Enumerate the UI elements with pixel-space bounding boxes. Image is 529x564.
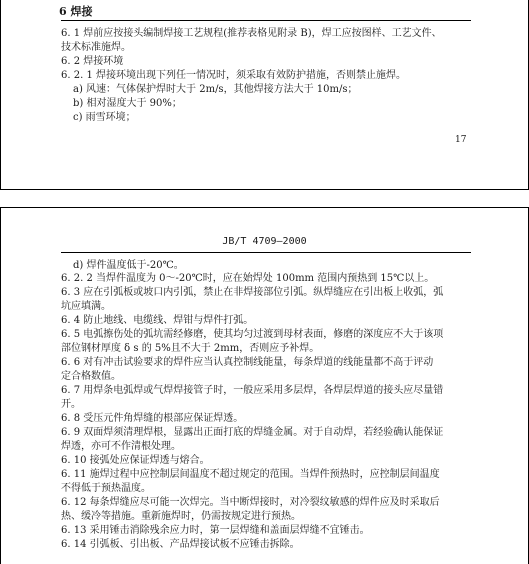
page-number: 17 (455, 135, 467, 145)
text-line: 6. 2. 2 当焊件温度为 0～-20℃时，应在始焊处 100mm 范围内预热到 15℃以上。 (61, 273, 435, 284)
text-line: 6. 6 对有冲击试验要求的焊件应当认真控制线能量，每条焊道的线能量都不高于评动 (61, 357, 434, 368)
page-gap (0, 190, 529, 207)
text-line: 6. 13 采用锤击消除残余应力时，第一层焊缝和盖面层焊缝不宜锤击。 (61, 525, 370, 536)
text-line: a) 风速：气体保护焊时大于 2m/s，其他焊接方法大于 10m/s； (73, 84, 358, 95)
text-line: 6. 2 焊接环境 (61, 56, 124, 67)
text-line: 6. 11 施焊过程中应控制层间温度不超过规定的范围。当焊件预热时，应控制层间温度 (61, 469, 440, 480)
text-line: 6. 8 受压元件角焊缝的根部应保证焊透。 (61, 413, 244, 424)
text-line: 技术标准施焊。 (61, 42, 131, 53)
section-rule (61, 20, 471, 21)
page-header: JB/T 4709—2000 (222, 236, 307, 247)
text-line: 坑应填满。 (61, 301, 111, 312)
text-line: c) 雨雪环境； (73, 112, 136, 123)
text-line: 6. 7 用焊条电弧焊或气焊焊接管子时，一般应采用多层焊，各焊层焊道的接头应尽量错 (61, 385, 444, 396)
text-line: 不得低于预热温度。 (61, 483, 151, 494)
text-line: 6. 3 应在引弧板或坡口内引弧，禁止在非焊接部位引弧。纵焊缝应在引出板上收弧，弧 (61, 287, 444, 298)
header-rule (61, 252, 471, 253)
text-line: 6. 1 焊前应按接头编制焊接工艺规程(推荐表格见附录 B)，焊工应按图样、工艺文件、 (61, 28, 442, 39)
text-line: 定合格数值。 (61, 371, 121, 382)
text-line: 部位钢材厚度 δ s 的 5%且不大于 2mm，否则应予补焊。 (61, 343, 320, 354)
text-line: 6. 2. 1 焊接环境出现下列任一情况时，须采取有效防护措施，否则禁止施焊。 (61, 70, 406, 81)
text-line: 6. 14 引弧板、引出板、产品焊接试板不应锤击拆除。 (61, 539, 300, 550)
text-line: 焊透，亦可不作清根处理。 (61, 441, 181, 452)
document-page-17 (0, 0, 529, 190)
text-line: 热、缓冷等措施。重新施焊时，仍需按规定进行预热。 (61, 511, 301, 522)
section-title: 6 焊接 (59, 5, 93, 18)
text-line: d) 焊件温度低于-20℃。 (73, 260, 184, 271)
text-line: 6. 5 电弧擦伤处的弧坑需经修磨，使其均匀过渡到母材表面，修磨的深度应不大于该项 (61, 329, 444, 340)
document-page-18 (0, 207, 529, 564)
text-line: 开。 (61, 399, 81, 410)
text-line: 6. 4 防止地线、电缆线、焊钳与焊件打弧。 (61, 315, 254, 326)
text-line: 6. 10 接弧处应保证焊透与熔合。 (61, 455, 210, 466)
text-line: b) 相对湿度大于 90%； (73, 98, 182, 109)
text-line: 6. 9 双面焊须清理焊根，显露出正面打底的焊缝金属。对于自动焊，若经验确认能保证 (61, 427, 444, 438)
text-line: 6. 12 每条焊缝应尽可能一次焊完。当中断焊接时，对冷裂纹敏感的焊件应及时采取后 (61, 497, 440, 508)
